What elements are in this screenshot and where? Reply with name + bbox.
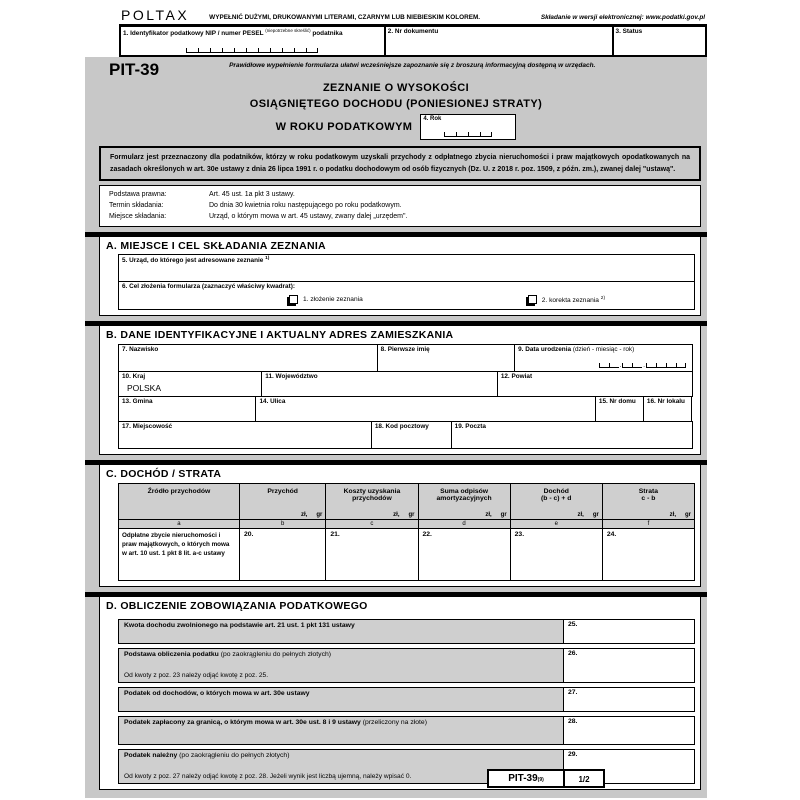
section-b <box>99 326 701 455</box>
d-row-26-label: Podstawa obliczenia podatku (po zaokrągleniu do pełnych złotych) Od kwoty z poz. 23 należy odjąć kwotę z poz. 25. <box>118 648 564 683</box>
col-koszty-header: Koszty uzyskania przychodów zł, gr <box>326 484 418 520</box>
section-a-title: A. MIEJSCE I CEL SKŁADANIA ZEZNANIA <box>106 240 326 253</box>
field-cel-zlozenia-label: 6. Cel złożenia formularza (zaznaczyć właściwy kwadrat): <box>122 283 295 291</box>
field-23-dochod[interactable]: 23. <box>510 529 602 581</box>
field-nr-dokumentu-label: 2. Nr dokumentu <box>387 28 439 35</box>
field-24-strata[interactable]: 24. <box>602 529 694 581</box>
field-status[interactable] <box>612 27 705 55</box>
field-27[interactable]: 27. <box>563 687 695 712</box>
d-row-25-label: Kwota dochodu zwolnionego na podstawie art. 21 ust. 1 pkt 131 ustawy <box>118 619 564 644</box>
footer-page-number: 1/2 <box>578 775 590 784</box>
income-source-label: Odpłatne zbycie nieruchomości i praw majątkowych, o których mowa w art. 10 ust. 1 pkt 8 lit. a-c ustawy <box>119 529 240 581</box>
d-row-27 <box>118 687 695 712</box>
field-nazwisko[interactable]: 7. Nazwisko <box>118 344 378 372</box>
section-c <box>99 465 701 587</box>
top-header <box>85 8 707 24</box>
field-urzad[interactable] <box>118 254 695 282</box>
legal-box <box>99 185 701 227</box>
field-kraj[interactable]: 10. Kraj POLSKA <box>118 371 262 397</box>
field-nr-lokalu[interactable]: 16. Nr lokalu <box>643 396 692 422</box>
field-poczta[interactable]: 19. Poczta <box>451 421 693 449</box>
field-status-label: 3. Status <box>615 28 643 35</box>
cel-checkbox-row <box>119 291 694 309</box>
income-table <box>118 483 695 581</box>
legal-row-podstawa: Podstawa prawna: Art. 45 ust. 1a pkt 3 ustawy. <box>109 191 295 199</box>
identification-row <box>119 27 707 57</box>
section-d <box>99 597 701 790</box>
col-dochod-header: Dochód (b - c) + d zł, gr <box>510 484 602 520</box>
checkbox-korekta-zeznania[interactable] <box>528 295 537 304</box>
field-28[interactable]: 28. <box>563 716 695 745</box>
col-strata-header: Strata c - b zł, gr <box>602 484 694 520</box>
field-kod-pocztowy[interactable]: 18. Kod pocztowy <box>371 421 452 449</box>
intro-paragraph: Formularz jest przeznaczony dla podatników, którzy w roku podatkowym uzyskali przychody z odpłatnego zbycia nieruchomości i praw majątkowych opodatkowanych na zasadach określonych w art. 30e ustawy z dnia 26 lipca 1991 r. o podatku dochodowym od osób fizycznych (Dz. U. z 2018 r. poz. 1509, z późn. zm.), zwanej dalej "ustawą". <box>99 146 701 181</box>
column-letter-row: a b c d e f <box>119 520 695 529</box>
birthdate-digit-comb: . . <box>599 363 686 369</box>
field-cel-zlozenia <box>118 281 695 310</box>
field-wojewodztwo[interactable]: 11. Województwo <box>261 371 498 397</box>
form-title-line2: OSIĄGNIĘTEGO DOCHODU (PONIESIONEJ STRATY) <box>249 98 543 110</box>
field-pierwsze-imie[interactable]: 8. Pierwsze imię <box>377 344 515 372</box>
legal-row-miejsce: Miejsce składania: Urząd, o którym mowa w art. 45 ustawy, zwany dalej „urzędem". <box>109 213 408 221</box>
d-row-28 <box>118 716 695 745</box>
form-body <box>85 57 707 798</box>
field-miejscowosc[interactable]: 17. Miejscowość <box>118 421 372 449</box>
field-22-odpisy[interactable]: 22. <box>418 529 510 581</box>
footer-form-code: PIT-39(9) <box>489 771 565 786</box>
d-row-26 <box>118 648 695 683</box>
field-29[interactable]: 29. <box>563 749 695 784</box>
fill-instruction: WYPEŁNIĆ DUŻYMI, DRUKOWANYMI LITERAMI, CZARNYM LUB NIEBIESKIM KOLOREM. <box>209 14 481 21</box>
field-ulica[interactable]: 14. Ulica <box>255 396 595 422</box>
d-row-28-label: Podatek zapłacony za granicą, o którym mowa w art. 30e ust. 8 i 9 ustawy (przeliczony na złote) <box>118 716 564 745</box>
field-rok[interactable] <box>420 114 516 140</box>
col-zrodlo-header: Źródło przychodów <box>119 484 240 520</box>
field-kraj-value: POLSKA <box>127 383 162 394</box>
field-nr-domu[interactable]: 15. Nr domu <box>595 396 644 422</box>
d-row-29 <box>118 749 695 784</box>
section-c-title: C. DOCHÓD / STRATA <box>106 468 222 481</box>
d-row-25 <box>118 619 695 644</box>
d-row-27-label: Podatek od dochodów, o których mowa w art. 30e ustawy <box>118 687 564 712</box>
section-b-title: B. DANE IDENTYFIKACYJNE I AKTUALNY ADRES ZAMIESZKANIA <box>106 329 454 342</box>
income-table-row <box>119 529 695 581</box>
page-footer <box>487 769 605 788</box>
field-gmina[interactable]: 13. Gmina <box>118 396 256 422</box>
field-26[interactable]: 26. <box>563 648 695 683</box>
efiling-note: Składanie w wersji elektronicznej: www.podatki.gov.pl <box>540 14 705 21</box>
form-title-line1: ZEZNANIE O WYSOKOŚCI <box>322 82 470 94</box>
checkbox-zlozenie-zeznania[interactable] <box>289 295 298 304</box>
field-data-urodzenia[interactable]: 9. Data urodzenia (dzień - miesiąc - rok) . . <box>514 344 693 372</box>
field-rok-label: 4. Rok <box>423 116 442 122</box>
form-page <box>85 8 707 798</box>
field-nip-pesel-label: 1. Identyfikator podatkowy NIP / numer PESEL $^{(niepotrzebne skreślić)}$ podatnika <box>123 28 343 38</box>
checkbox-zlozenie-label: 1. złożenie zeznania <box>303 296 363 304</box>
col-odpisy-header: Suma odpisów amortyzacyjnych zł, gr <box>418 484 510 520</box>
field-powiat[interactable]: 12. Powiat <box>497 371 693 397</box>
year-digit-comb <box>444 132 492 137</box>
legal-row-termin: Termin składania: Do dnia 30 kwietnia roku następującego po roku podatkowym. <box>109 202 402 210</box>
poltax-logo: POLTAX <box>121 7 190 23</box>
field-25[interactable]: 25. <box>563 619 695 644</box>
field-nip-pesel[interactable] <box>121 27 384 55</box>
masthead-note: Prawidłowe wypełnienie formularza ułatwi wcześniejsze zapoznanie się z broszurą informacyjną dostępną w urzędach. <box>229 62 596 69</box>
d-row-29-label: Podatek należny (po zaokrągleniu do pełnych złotych) Od kwoty z poz. 27 należy odjąć kwotę z poz. 28. Jeżeli wynik jest liczbą ujemną, należy wpisać 0. <box>118 749 564 784</box>
nip-digit-comb <box>186 48 318 53</box>
form-title-row3 <box>85 114 707 140</box>
masthead <box>85 57 707 78</box>
field-urzad-label: 5. Urząd, do którego jest adresowane zeznanie $^{1)}$ <box>122 256 270 265</box>
section-d-title: D. OBLICZENIE ZOBOWIĄZANIA PODATKOWEGO <box>106 600 368 613</box>
section-a <box>99 237 701 316</box>
field-21-koszty[interactable]: 21. <box>326 529 418 581</box>
field-20-przychod[interactable]: 20. <box>239 529 325 581</box>
form-title-line3: W ROKU PODATKOWYM <box>275 121 413 133</box>
form-code: PIT-39 <box>109 60 160 79</box>
checkbox-korekta-label: 2. korekta zeznania $^{2)}$ <box>541 295 606 304</box>
field-nr-dokumentu[interactable] <box>384 27 612 55</box>
col-przychod-header: Przychód zł, gr <box>239 484 325 520</box>
